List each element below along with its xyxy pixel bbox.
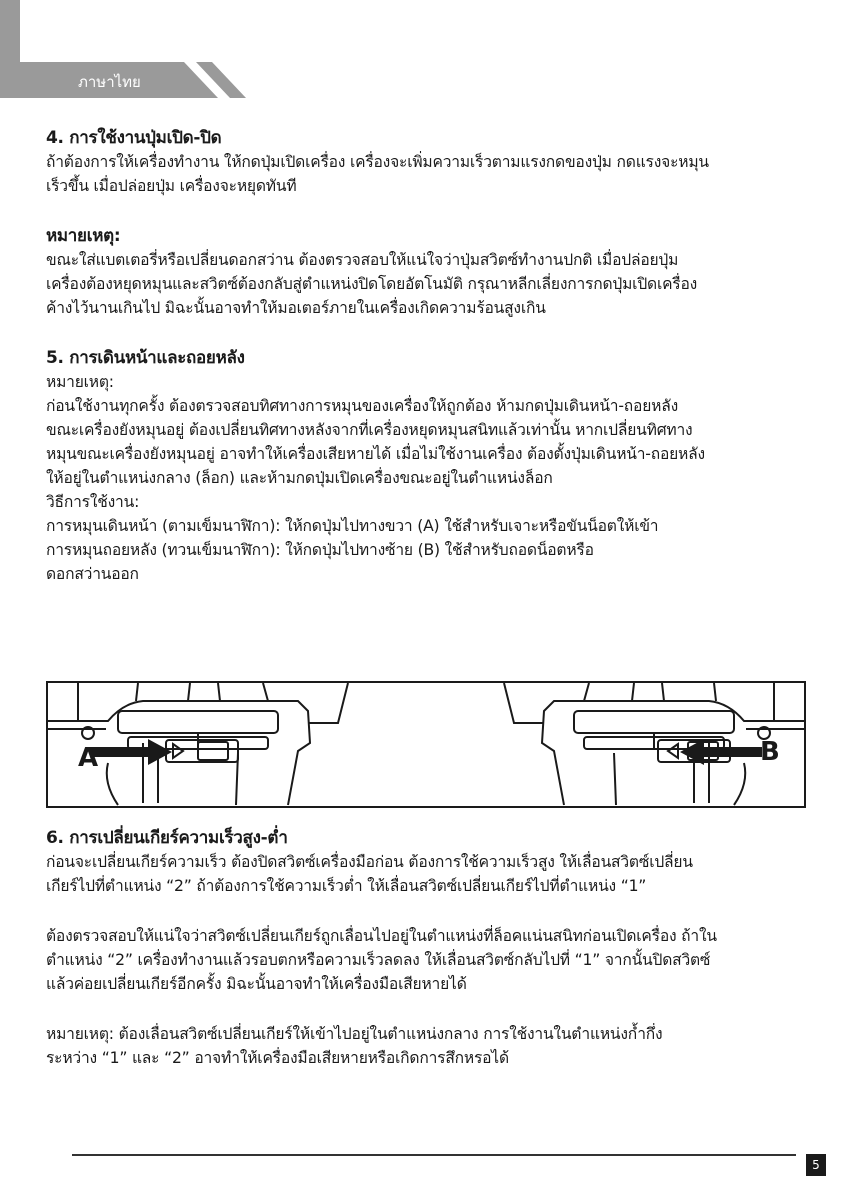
figure-label-a: A xyxy=(78,743,99,773)
section-5-line: หมุนขณะเครื่องยังหมุนอยู่ อาจทำให้เครื่องเสียหายได้ เมื่อไม่ใช้งานเครื่อง ต้องตั้งปุ่มเดินหน้า-ถอยหลัง xyxy=(46,445,705,463)
section-5-line: ให้อยู่ในตำแหน่งกลาง (ล็อก) และห้ามกดปุ่มเปิดเครื่องขณะอยู่ในตำแหน่งล็อก xyxy=(46,469,553,487)
section-6-line: แล้วค่อยเปลี่ยนเกียร์อีกครั้ง มิฉะนั้นอาจทำให้เครื่องมือเสียหายได้ xyxy=(46,975,467,993)
arrow-right-icon xyxy=(90,739,172,765)
section-4-line: เร็วขึ้น เมื่อปล่อยปุ่ม เครื่องจะหยุดทันที xyxy=(46,177,297,195)
section-5-line: ขณะเครื่องยังหมุนอยู่ ต้องเปลี่ยนทิศทางหลังจากที่เครื่องหยุดหมุนสนิทแล้วเท่านั้น หากเปลี่ยนทิศทาง xyxy=(46,421,693,439)
section-6-line: ต้องตรวจสอบให้แน่ใจว่าสวิตซ์เปลี่ยนเกียร์ถูกเลื่อนไปอยู่ในตำแหน่งที่ล็อคแน่นสนิทก่อนเปิดเครื่อง ถ้าใน xyxy=(46,927,717,945)
section-6-line: ตำแหน่ง “2” เครื่องทำงานแล้วรอบตกหรือความเร็วลดลง ให้เลื่อนสวิตซ์กลับไปที่ “1” จากนั้นปิดสวิตซ์ xyxy=(46,951,711,969)
section-4-note-line: เครื่องต้องหยุดหมุนและสวิตซ์ต้องกลับสู่ตำแหน่งปิดโดยอัตโนมัติ กรุณาหลีกเลี่ยงการกดปุ่มเปิดเครื่อง xyxy=(46,275,698,293)
section-5-title: 5. การเดินหน้าและถอยหลัง xyxy=(46,348,245,368)
section-5-line: ก่อนใช้งานทุกครั้ง ต้องตรวจสอบทิศทางการหมุนของเครื่องให้ถูกต้อง ห้ามกดปุ่มเดินหน้า-ถอยหลัง xyxy=(46,397,678,415)
section-5-line: วิธีการใช้งาน: xyxy=(46,493,140,511)
section-5-line: ดอกสว่านออก xyxy=(46,565,139,583)
figure-label-b: B xyxy=(760,737,780,767)
section-6-line: ก่อนจะเปลี่ยนเกียร์ความเร็ว ต้องปิดสวิตซ์เครื่องมือก่อน ต้องการใช้ความเร็วสูง ให้เลื่อนสวิตซ์เปลี่ยน xyxy=(46,853,693,871)
section-5-line: การหมุนเดินหน้า (ตามเข็มนาฬิกา): ให้กดปุ่มไปทางขวา (A) ใช้สำหรับเจาะหรือขันน็อตให้เข้า xyxy=(46,517,659,535)
section-4-note-line: ขณะใส่แบตเตอรี่หรือเปลี่ยนดอกสว่าน ต้องตรวจสอบให้แน่ใจว่าปุ่มสวิตซ์ทำงานปกติ เมื่อปล่อยปุ่ม xyxy=(46,251,679,269)
section-6-line: ระหว่าง “1” และ “2” อาจทำให้เครื่องมือเสียหายหรือเกิดการสึกหรอได้ xyxy=(46,1049,509,1067)
section-4-title: 4. การใช้งานปุ่มเปิด-ปิด xyxy=(46,128,222,148)
section-6-line: เกียร์ไปที่ตำแหน่ง “2” ถ้าต้องการใช้ความเร็วต่ำ ให้เลื่อนสวิตซ์เปลี่ยนเกียร์ไปที่ตำแหน่ง “1” xyxy=(46,877,647,895)
section-6-line: หมายเหตุ: ต้องเลื่อนสวิตซ์เปลี่ยนเกียร์ให้เข้าไปอยู่ในตำแหน่งกลาง การใช้งานในตำแหน่งก้ำกึ่ง xyxy=(46,1025,663,1043)
section-4-note-line: ค้างไว้นานเกินไป มิฉะนั้นอาจทำให้มอเตอร์ภายในเครื่องเกิดความร้อนสูงเกิน xyxy=(46,299,546,317)
section-6-title: 6. การเปลี่ยนเกียร์ความเร็วสูง-ต่ำ xyxy=(46,828,288,848)
section-5-line: การหมุนถอยหลัง (ทวนเข็มนาฬิกา): ให้กดปุ่มไปทางซ้าย (B) ใช้สำหรับถอดน็อตหรือ xyxy=(46,541,594,559)
section-4-note-title: หมายเหตุ: xyxy=(46,226,121,246)
language-label: ภาษาไทย xyxy=(78,73,141,91)
document-body xyxy=(46,126,806,586)
direction-switch-illustration xyxy=(46,681,806,808)
page-number: 5 xyxy=(806,1154,826,1176)
section-4-line: ถ้าต้องการให้เครื่องทำงาน ให้กดปุ่มเปิดเครื่อง เครื่องจะเพิ่มความเร็วตามแรงกดของปุ่ม กดแรงจะหมุน xyxy=(46,153,709,171)
footer-rule xyxy=(72,1154,796,1156)
document-body-section-6 xyxy=(46,826,806,1070)
drill-line-drawing xyxy=(48,683,804,806)
section-5-line: หมายเหตุ: xyxy=(46,373,114,391)
